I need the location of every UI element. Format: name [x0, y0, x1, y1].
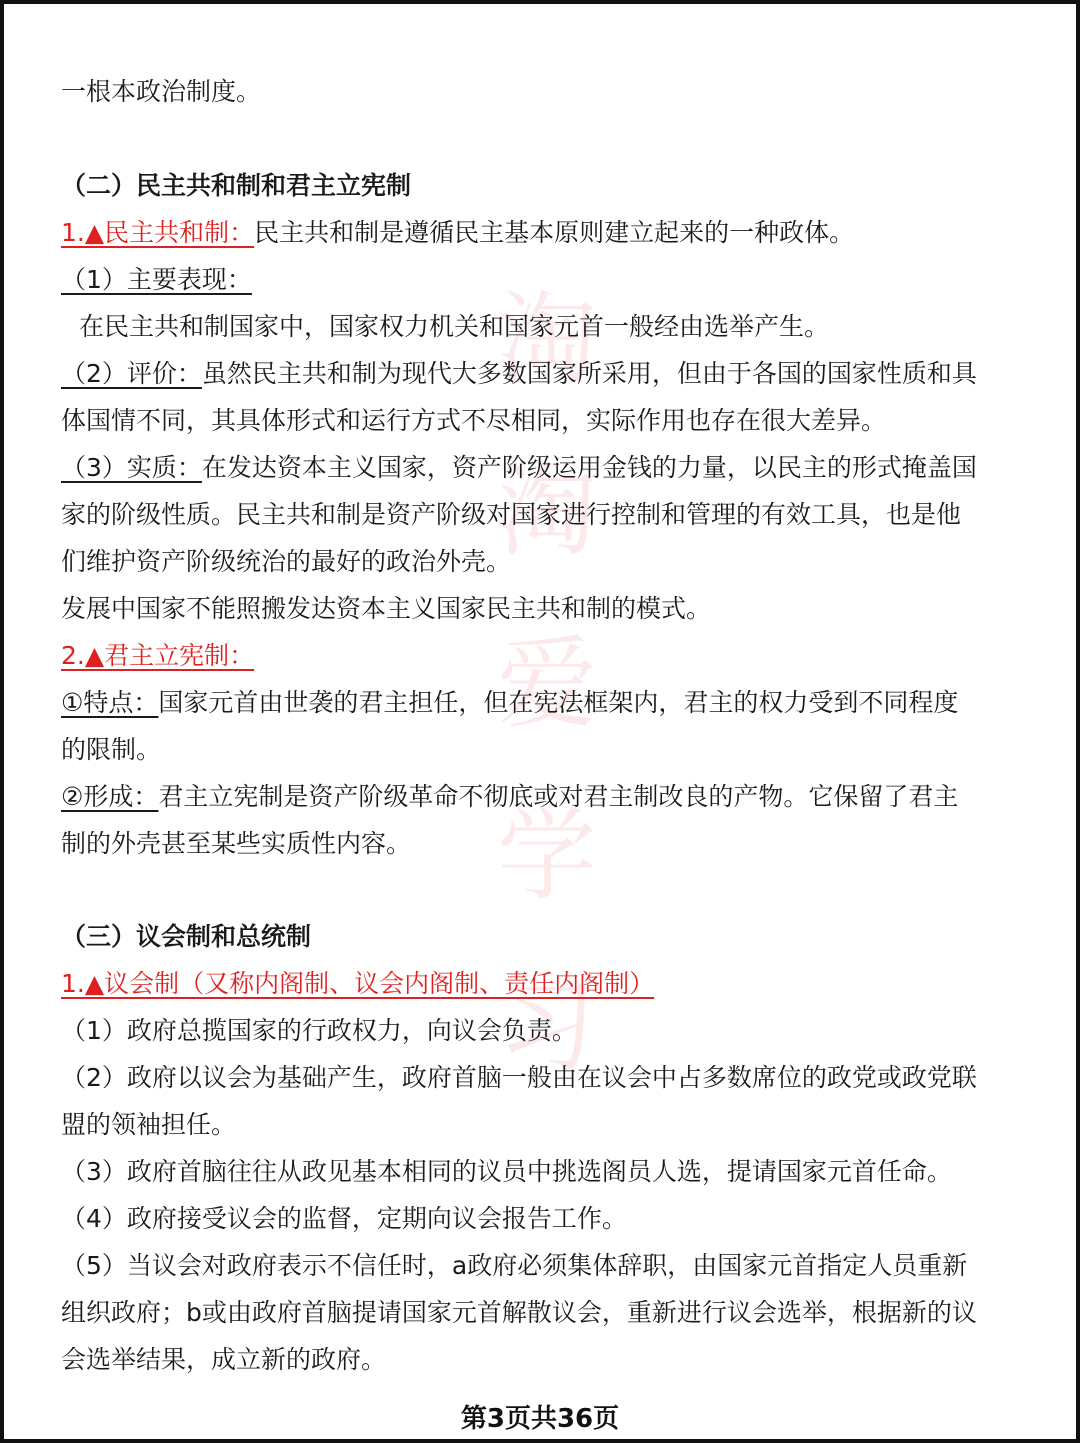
body-line: 们维护资产阶级统治的最好的政治外壳。 [61, 547, 512, 576]
point-text: 在发达资本主义国家，资产阶级运用金钱的力量，以民主的形式掩盖国 [201, 453, 977, 482]
body-line: （4）政府接受议会的监督，定期向议会报告工作。 [61, 1204, 627, 1233]
subsection-label: 1.▲议会制（又称内阁制、议会内阁制、责任内阁制） [61, 969, 655, 998]
body-line: 在民主共和制国家中，国家权力机关和国家元首一般经由选举产生。 [79, 312, 830, 341]
subsection-label: 2.▲君主立宪制： [61, 641, 255, 670]
point-line [61, 781, 958, 813]
point-label: （3）实质： [61, 453, 202, 482]
point-text: 君主立宪制是资产阶级革命不彻底或对君主制改良的产物。它保留了君主 [158, 782, 959, 811]
point-label: ②形成： [61, 782, 159, 811]
point-label: ①特点： [61, 688, 159, 717]
watermark-char: 学 [497, 797, 597, 914]
subsection-line [61, 968, 654, 1000]
body-line: 组织政府；b或由政府首脑提请国家元首解散议会，重新进行议会选举，根据新的议 [61, 1298, 977, 1327]
page-number: 第3页共36页 [460, 1404, 620, 1434]
watermark-char: 爱 [497, 625, 597, 742]
point-text: 虽然民主共和制为现代大多数国家所采用，但由于各国的国家性质和具 [201, 359, 977, 388]
watermark-char: 淘 [497, 453, 597, 570]
body-line: （3）政府首脑往往从政见基本相同的议员中挑选阁员人选，提请国家元首任命。 [61, 1157, 952, 1186]
subsection-line [61, 217, 854, 249]
point-line [61, 452, 977, 484]
subsection-line [61, 640, 254, 672]
subsection-label: 1.▲民主共和制： [61, 218, 255, 247]
body-line: 发展中国家不能照搬发达资本主义国家民主共和制的模式。 [61, 594, 712, 623]
body-line: 制的外壳甚至某些实质性内容。 [61, 829, 412, 858]
point-text: 国家元首由世袭的君主担任，但在宪法框架内，君主的权力受到不同程度 [158, 688, 959, 717]
body-line: （5）当议会对政府表示不信任时，a政府必须集体辞职，由国家元首指定人员重新 [61, 1251, 968, 1280]
point-line [61, 358, 977, 390]
watermark-char: 习 [497, 969, 597, 1086]
point-label-line [61, 264, 252, 296]
watermark-char: 淘 [497, 281, 597, 398]
body-line: 盟的领袖担任。 [61, 1110, 237, 1139]
body-line: 的限制。 [61, 735, 162, 764]
subsection-text: 民主共和制是遵循民主基本原则建立起来的一种政体。 [254, 218, 855, 247]
point-line [61, 687, 958, 719]
body-line: 一根本政治制度。 [61, 77, 262, 106]
body-line: 会选举结果，成立新的政府。 [61, 1345, 387, 1374]
body-line: （2）政府以议会为基础产生，政府首脑一般由在议会中占多数席位的政党或政党联 [61, 1063, 977, 1092]
section-heading: （三）议会制和总统制 [61, 922, 312, 951]
section-heading: （二）民主共和制和君主立宪制 [61, 171, 412, 200]
point-label: （1）主要表现： [61, 265, 252, 294]
body-line: （1）政府总揽国家的行政权力，向议会负责。 [61, 1016, 577, 1045]
body-line: 体国情不同，其具体形式和运行方式不尽相同，实际作用也存在很大差异。 [61, 406, 887, 435]
body-line: 家的阶级性质。民主共和制是资产阶级对国家进行控制和管理的有效工具，也是他 [61, 500, 962, 529]
point-label: （2）评价： [61, 359, 202, 388]
